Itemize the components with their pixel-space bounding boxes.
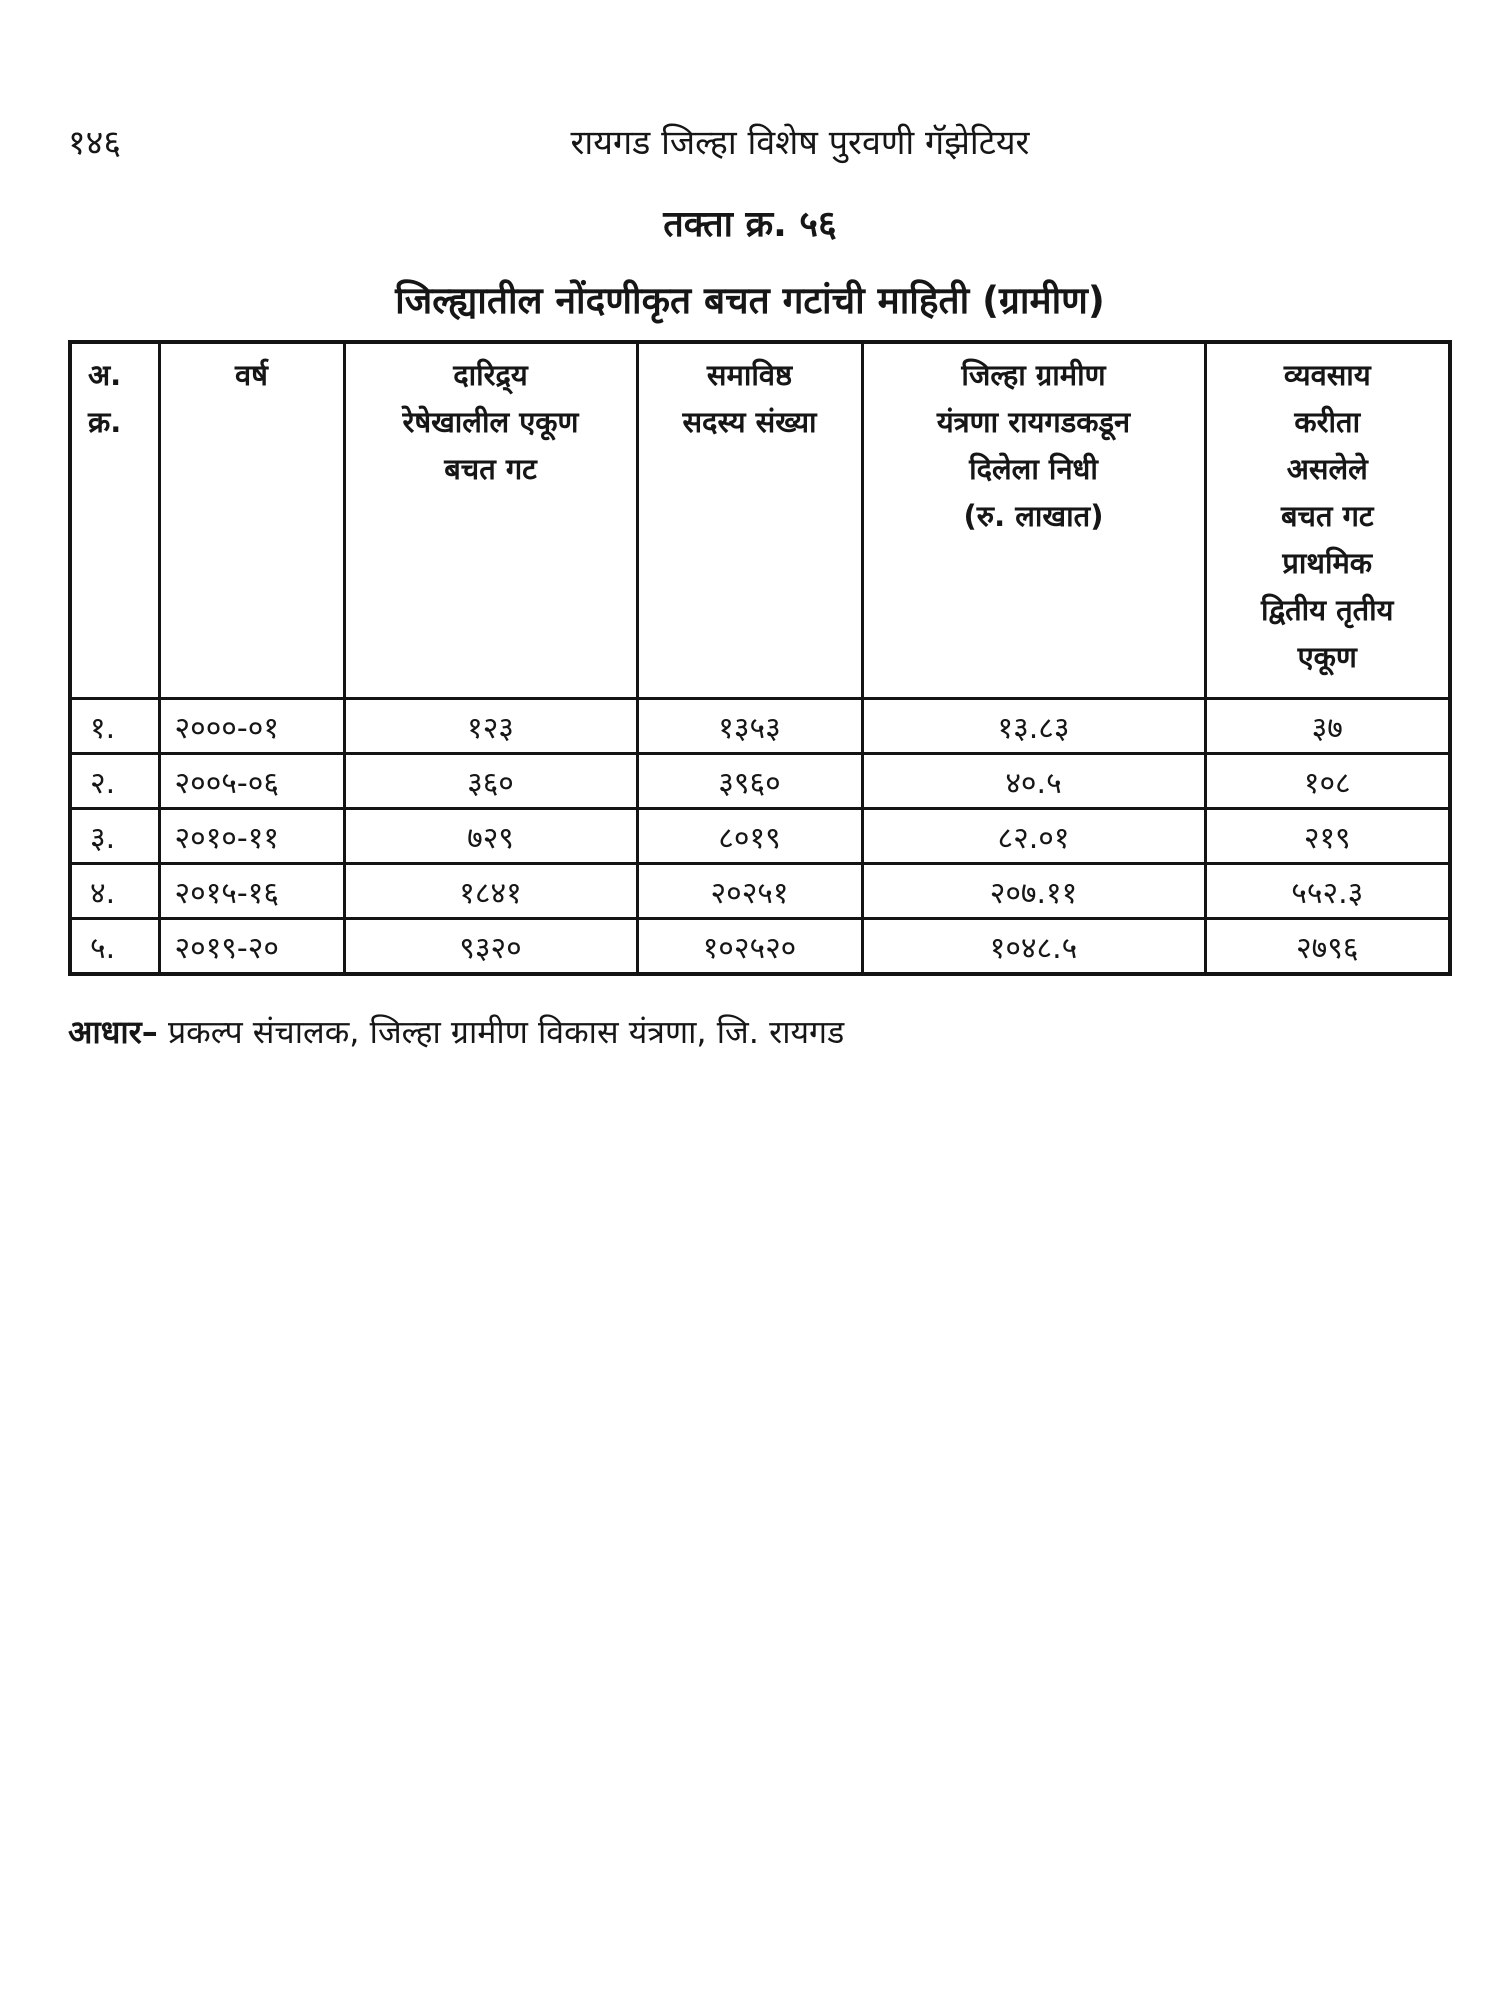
cell-serial-number: ३. [70,809,159,864]
cell-bpl-groups: ३६० [344,754,637,809]
cell-fund: ८२.०१ [862,809,1205,864]
header-serial-number [70,342,159,699]
cell-year: २००५-०६ [159,754,344,809]
header-members [637,342,862,699]
table-title: जिल्ह्यातील नोंदणीकृत बचत गटांची माहिती (ग्रामीण) [395,279,1105,322]
page-number: १४६ [68,123,122,163]
header-line: अ. [88,358,122,392]
cell-business-groups: ३७ [1205,699,1450,754]
cell-business-groups: १०८ [1205,754,1450,809]
header-line: असलेले [1286,452,1368,486]
header-line: द्वितीय तृतीय [1260,593,1394,627]
table-row [70,754,1450,809]
cell-serial-number: २. [70,754,159,809]
header-line: रेषेखालील एकूण [402,405,579,439]
cell-serial-number: ४. [70,864,159,919]
cell-year: २०१०-११ [159,809,344,864]
header-line: समाविष्ठ [706,358,793,392]
header-line: एकूण [1297,640,1357,674]
cell-bpl-groups: ७२९ [344,809,637,864]
header-line: (रु. लाखात) [963,499,1104,533]
cell-fund: ४०.५ [862,754,1205,809]
cell-business-groups: २१९ [1205,809,1450,864]
cell-business-groups: ५५२.३ [1205,864,1450,919]
source-text: प्रकल्प संचालक, जिल्हा ग्रामीण विकास यंत्रणा, जि. रायगड [157,1013,845,1051]
cell-members: ८०१९ [637,809,862,864]
running-head: रायगड जिल्हा विशेष पुरवणी गॅझेटियर [570,123,1030,163]
table-row [70,809,1450,864]
cell-members: २०२५१ [637,864,862,919]
cell-business-groups: २७९६ [1205,919,1450,975]
header-line: बचत गट [444,452,537,486]
header-line: यंत्रणा रायगडकडून [936,405,1131,439]
header-line: सदस्य संख्या [682,405,817,439]
table-header-row [70,342,1450,699]
cell-members: १३५३ [637,699,862,754]
cell-bpl-groups: १२३ [344,699,637,754]
cell-year: २०१५-१६ [159,864,344,919]
header-business-groups [1205,342,1450,699]
header-line: दिलेला निधी [969,452,1098,486]
cell-year: २०१९-२० [159,919,344,975]
cell-fund: २०७.११ [862,864,1205,919]
cell-serial-number: १. [70,699,159,754]
cell-bpl-groups: ९३२० [344,919,637,975]
source-label: आधार– [68,1013,158,1051]
table-row [70,919,1450,975]
header-line: व्यवसाय [1283,358,1371,392]
table-number: तक्ता क्र. ५६ [663,204,837,245]
table-row [70,864,1450,919]
cell-members: ३९६० [637,754,862,809]
table-row [70,699,1450,754]
cell-fund: १०४८.५ [862,919,1205,975]
cell-bpl-groups: १८४१ [344,864,637,919]
self-help-groups-table [68,340,1452,976]
cell-year: २०००-०१ [159,699,344,754]
header-line: क्र. [88,405,122,439]
header-line: प्राथमिक [1282,546,1373,580]
cell-serial-number: ५. [70,919,159,975]
cell-fund: १३.८३ [862,699,1205,754]
header-line: बचत गट [1280,499,1374,533]
header-bpl-groups [344,342,637,699]
header-line: वर्ष [235,358,268,392]
header-year [159,342,344,699]
header-line: जिल्हा ग्रामीण [961,358,1106,392]
header-line: करीता [1294,405,1361,439]
source-note [68,1010,844,1053]
cell-members: १०२५२० [637,919,862,975]
header-line: दारिद्र्य [453,358,528,392]
header-fund [862,342,1205,699]
